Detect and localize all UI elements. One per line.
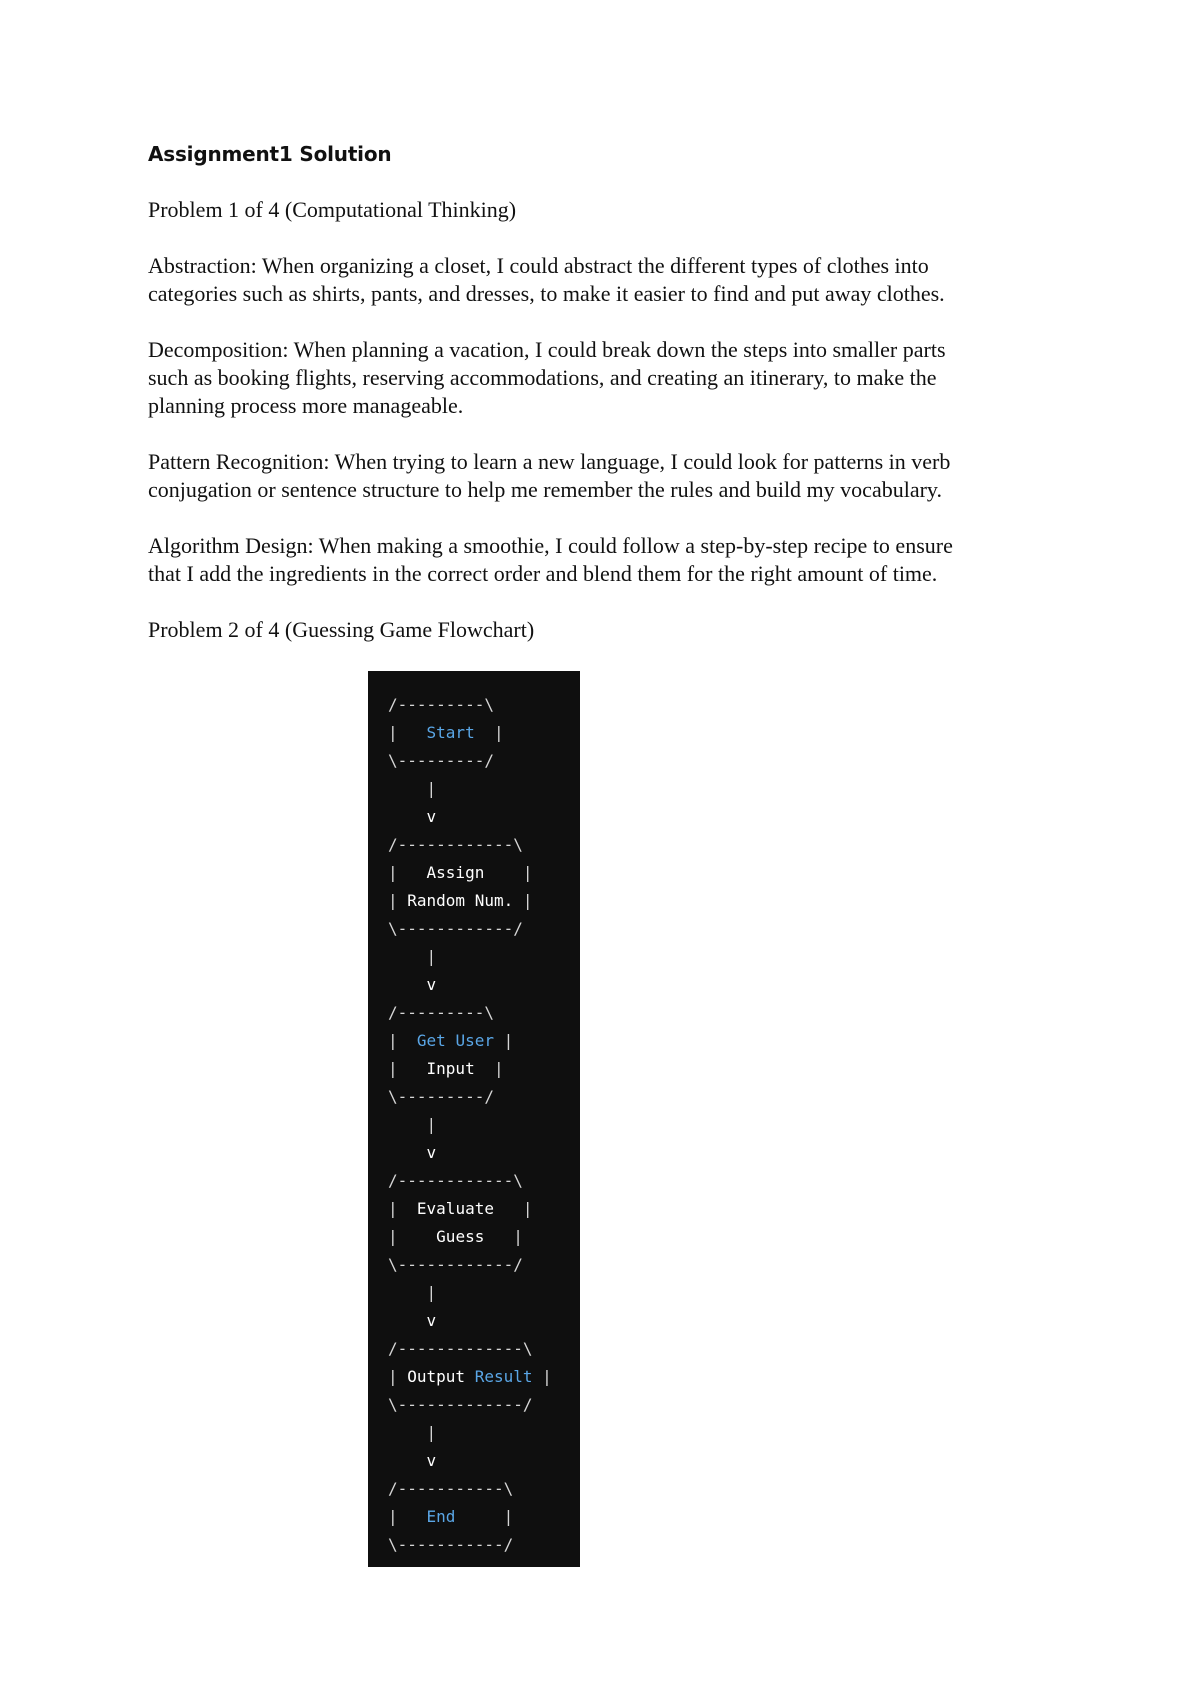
flowchart-box-bottom: \-----------/ [388,1535,514,1554]
pattern-recognition-line: Pattern Recognition: When trying to learn a new language, I could look for patterns in verb [148,449,951,474]
flowchart-box-bottom: \-------------/ [388,1395,533,1414]
flowchart-box-edge: | [388,1059,427,1078]
decomposition-line: planning process more manageable. [148,393,464,418]
flowchart-box-edge: | [388,1507,427,1526]
flowchart-label: Guess [436,1227,485,1246]
document-body [148,140,1048,644]
flowchart-label: Evaluate [416,1199,494,1218]
flowchart-label: Assign [426,863,485,882]
decomposition-line: such as booking flights, reserving accommodations, and creating an itinerary, to make the [148,365,937,390]
decomposition-paragraph [148,336,1048,420]
flowchart-box-top: /-----------\ [388,1479,514,1498]
flowchart-box-edge: | [388,863,427,882]
problem-1-heading: Problem 1 of 4 (Computational Thinking) [148,197,517,222]
flowchart-box-bottom: \------------/ [388,1255,523,1274]
document-title: Assignment1 Solution [148,142,392,166]
flowchart-box-edge: | [513,1227,523,1246]
flowchart-box-edge: | [542,1367,552,1386]
abstraction-paragraph [148,252,1048,308]
flowchart-connector: | [426,947,437,966]
flowchart-box-bottom: \------------/ [388,919,523,938]
flowchart-box-edge: | [388,723,427,742]
flowchart-box-top: /---------\ [388,1003,494,1022]
flowchart-arrow: v [426,1311,437,1330]
flowchart-connector: | [426,1423,437,1442]
flowchart-box-bottom: \---------/ [388,1087,494,1106]
flowchart-box-edge: | [388,891,408,910]
flowchart-box-edge: | [493,1059,504,1078]
flowchart-box-edge: | [522,863,533,882]
flowchart-label: End [426,1507,456,1526]
abstraction-line: Abstraction: When organizing a closet, I could abstract the different types of clothes into [148,253,929,278]
pattern-recognition-line: conjugation or sentence structure to help me remember the rules and build my vocabulary. [148,477,942,502]
flowchart-box-top: /------------\ [388,835,523,854]
abstraction-line: categories such as shirts, pants, and dresses, to make it easier to find and put away clothes. [148,281,945,306]
flowchart-box-edge: | [522,1199,533,1218]
flowchart-box-top: /------------\ [388,1171,523,1190]
flowchart-box-edge: | [493,723,504,742]
problem-2-heading: Problem 2 of 4 (Guessing Game Flowchart) [148,617,535,642]
algorithm-design-line: Algorithm Design: When making a smoothie, I could follow a step-by-step recipe to ensure [148,533,953,558]
flowchart-box-edge: | [503,1507,514,1526]
flowchart-box-top: /-------------\ [388,1339,533,1358]
flowchart-box-top: /---------\ [388,695,494,714]
flowchart-box-edge: | [503,1031,514,1050]
flowchart-connector: | [426,779,437,798]
flowchart-connector: | [426,1115,437,1134]
algorithm-design-line: that I add the ingredients in the correct order and blend them for the right amount of time. [148,561,938,586]
flowchart-arrow: v [426,807,437,826]
flowchart-box-edge: | [522,891,533,910]
flowchart-label: Random Num. [407,891,514,910]
ascii-flowchart [388,691,552,1559]
flowchart-box-edge: | [388,1367,408,1386]
flowchart-terminal-image [368,671,580,1567]
flowchart-arrow: v [426,1451,437,1470]
flowchart-arrow: v [426,1143,437,1162]
decomposition-line: Decomposition: When planning a vacation, I could break down the steps into smaller parts [148,337,946,362]
flowchart-box-bottom: \---------/ [388,751,494,770]
flowchart-connector: | [426,1283,437,1302]
flowchart-box-edge: | [388,1031,417,1050]
flowchart-box-edge: | [388,1199,417,1218]
flowchart-label: Input [426,1059,475,1078]
algorithm-design-paragraph [148,532,1048,588]
flowchart-label: Result [474,1367,533,1386]
flowchart-label: Get User [416,1031,494,1050]
flowchart-label: Output [407,1367,475,1386]
flowchart-arrow: v [426,975,437,994]
flowchart-box-edge: | [388,1227,437,1246]
flowchart-label: Start [426,723,475,742]
pattern-recognition-paragraph [148,448,1048,504]
